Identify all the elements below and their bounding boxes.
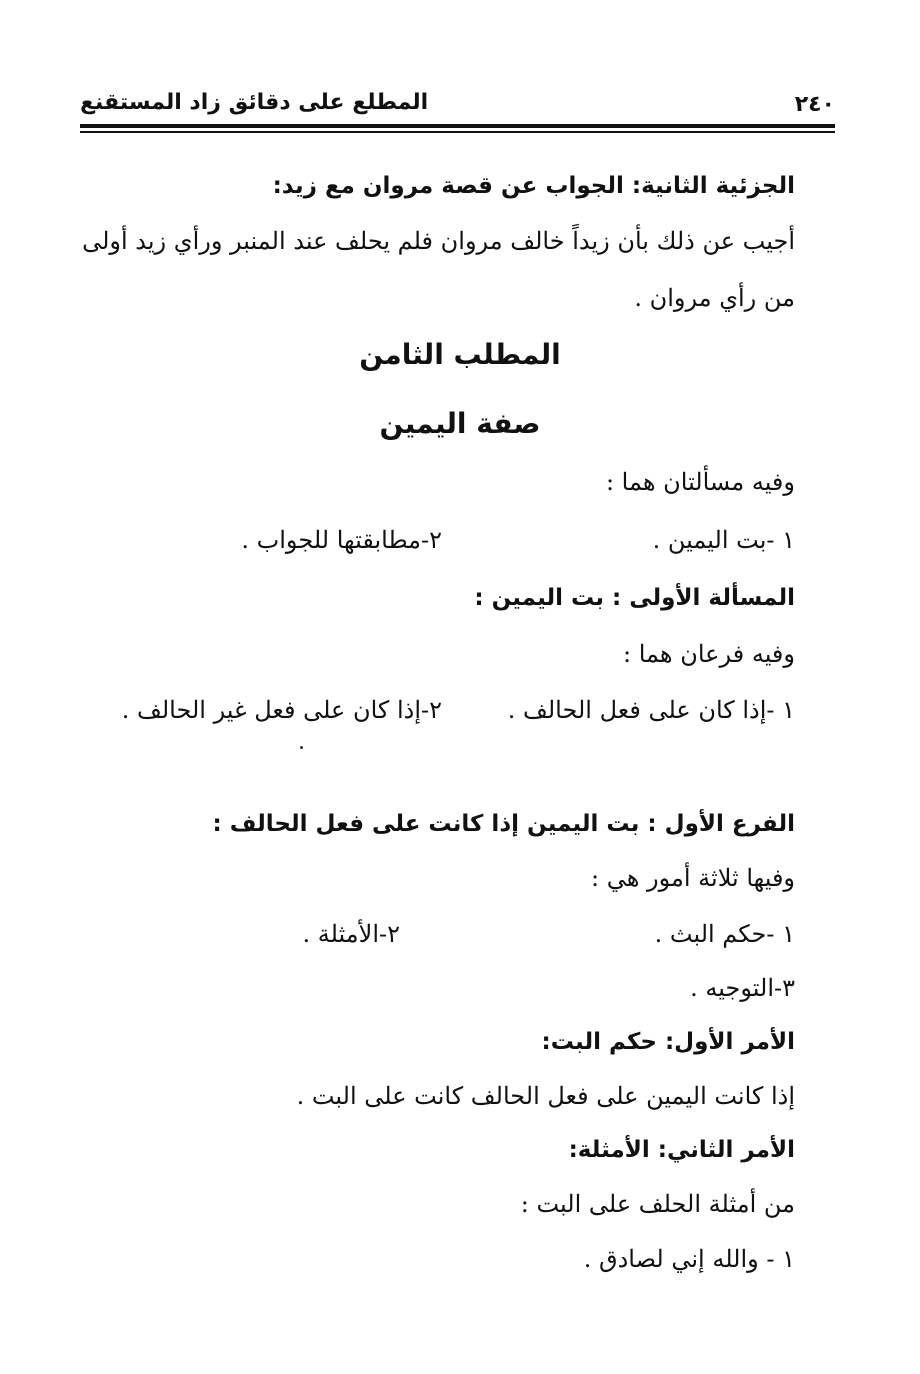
umur-item-1: ١ -حكم البث . bbox=[654, 920, 795, 948]
page-header bbox=[80, 90, 835, 124]
intro-masail: وفيه مسألتان هما : bbox=[605, 468, 795, 496]
running-title: المطلع على دقائق زاد المستقنع bbox=[80, 90, 429, 115]
stray-dot bbox=[300, 746, 303, 749]
umur-item-2: ٢-الأمثلة . bbox=[302, 920, 400, 948]
intro-umur: وفيها ثلاثة أمور هي : bbox=[591, 864, 795, 892]
page-number: ٢٤٠ bbox=[794, 92, 835, 117]
section-heading-marwan: الجزئية الثانية: الجواب عن قصة مروان مع زيد: bbox=[272, 173, 795, 199]
furu-item-1: ١ -إذا كان على فعل الحالف . bbox=[507, 696, 795, 724]
paragraph-line-2: من رأي مروان . bbox=[634, 284, 795, 312]
amr-2-intro: من أمثلة الحلف على البت : bbox=[520, 1190, 795, 1218]
intro-furu: وفيه فرعان هما : bbox=[623, 640, 795, 668]
amr-1-heading: الأمر الأول: حكم البت: bbox=[541, 1029, 795, 1055]
header-rule-thin bbox=[80, 131, 835, 133]
furu-item-2: ٢-إذا كان على فعل غير الحالف . bbox=[121, 696, 442, 724]
chapter-title: المطلب الثامن bbox=[359, 338, 561, 371]
masail-item-2: ٢-مطابقتها للجواب . bbox=[241, 526, 442, 554]
header-rule-thick bbox=[80, 124, 835, 128]
paragraph-line-1: أجيب عن ذلك بأن زيداً خالف مروان فلم يحلف عند المنبر ورأي زيد أولى bbox=[82, 227, 795, 255]
masail-item-1: ١ -بت اليمين . bbox=[652, 526, 795, 554]
umur-item-3: ٣-التوجيه . bbox=[690, 974, 795, 1002]
amr-2-example-1: ١ - والله إني لصادق . bbox=[583, 1245, 795, 1273]
masala-1-heading: المسألة الأولى : بت اليمين : bbox=[474, 585, 795, 611]
chapter-subtitle: صفة اليمين bbox=[379, 407, 541, 440]
amr-2-heading: الأمر الثاني: الأمثلة: bbox=[568, 1137, 795, 1163]
far-1-heading: الفرع الأول : بت اليمين إذا كانت على فعل الحالف : bbox=[212, 811, 795, 837]
amr-1-text: إذا كانت اليمين على فعل الحالف كانت على البت . bbox=[296, 1082, 795, 1110]
